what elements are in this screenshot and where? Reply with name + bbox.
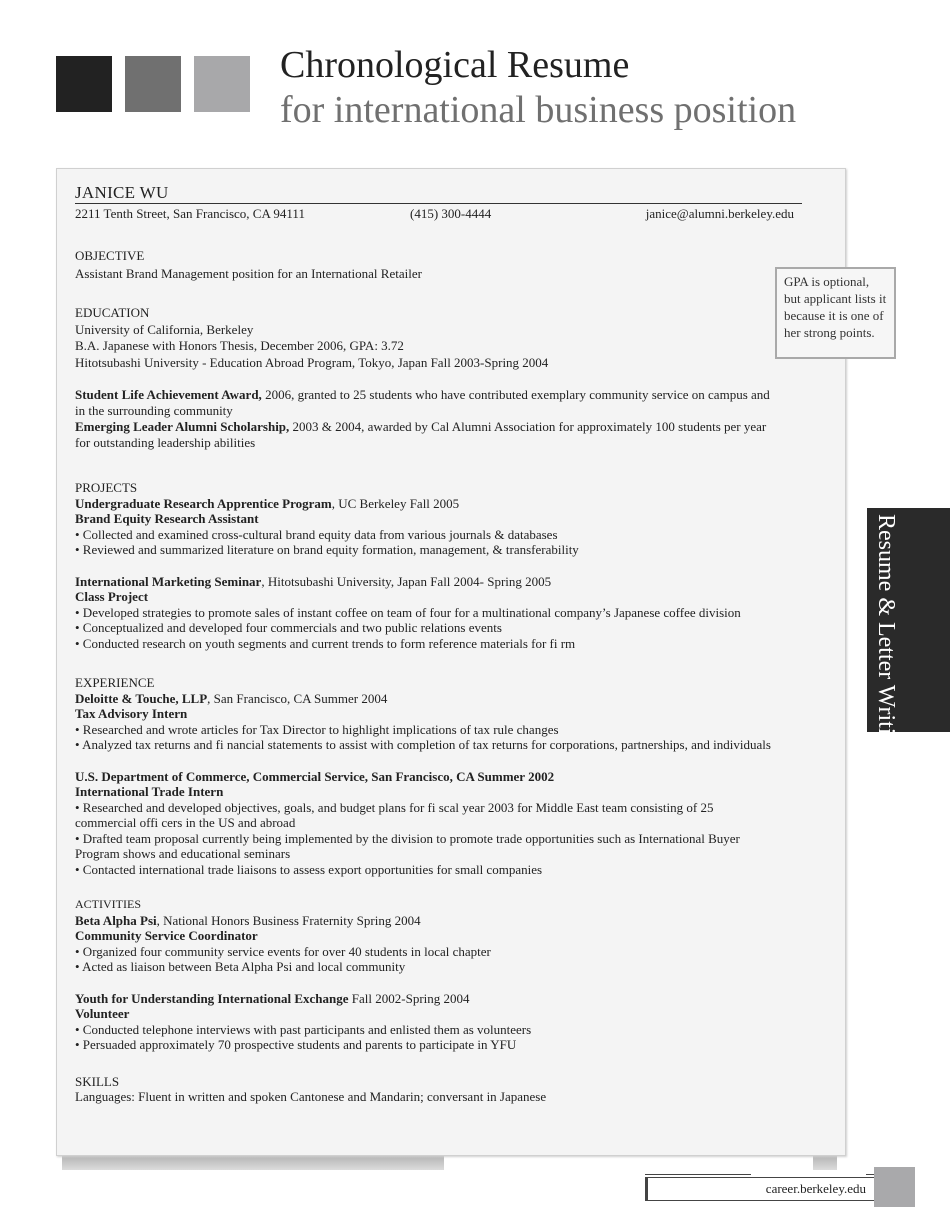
education-line: University of California, Berkeley xyxy=(75,321,254,337)
entry-bullet: • Researched and developed objectives, goals, and budget plans for fi scal year 2003 for Middle East team consisting of 25 commercial offi cers in the US and abroad xyxy=(75,799,714,830)
entry-bullet: • Persuaded approximately 70 prospective students and parents to participate in YFU xyxy=(75,1037,517,1052)
entry-bullet: • Developed strategies to promote sales of instant coffee on team of four for a multinational company’s Japanese coffee division xyxy=(75,604,741,620)
section-heading: SKILLS xyxy=(75,1073,120,1089)
footer-rule-left xyxy=(645,1174,751,1175)
entry-bullet: • Analyzed tax returns and fi nancial statements to assist with completion of tax returns for corporations, partnerships, and individuals xyxy=(75,737,771,752)
education-line: B.A. Japanese with Honors Thesis, December 2006, GPA: 3.72 xyxy=(75,338,404,353)
gpa-callout-note: GPA is optional, but applicant lists it because it is one of her strong points. xyxy=(775,267,896,359)
entry-detail: , National Honors Business Fraternity Spring 2004 xyxy=(156,912,421,928)
entry-bullet: • Conducted telephone interviews with past participants and enlisted them as volunteers xyxy=(75,1021,532,1037)
entry-org: Beta Alpha Psi xyxy=(75,912,157,928)
entry-bullet: • Contacted international trade liaisons to assess export opportunities for small companies xyxy=(75,861,543,877)
footer-url: career.berkeley.edu xyxy=(765,1181,866,1196)
objective-section xyxy=(75,248,775,281)
entry-bullet: • Reviewed and summarized literature on brand equity formation, management, & transferability xyxy=(75,542,579,557)
contact-email: janice@alumni.berkeley.edu xyxy=(645,206,794,221)
contact-phone: (415) 300-4444 xyxy=(410,206,492,221)
resume-name: JANICE WU xyxy=(75,183,802,204)
section-heading: EDUCATION xyxy=(75,305,150,320)
entry-role: Tax Advisory Intern xyxy=(75,706,188,721)
entry-detail: , Hitotsubashi University, Japan Fall 2004- Spring 2005 xyxy=(261,573,552,589)
entry-bullet: • Researched and wrote articles for Tax Director to highlight implications of tax rule changes xyxy=(75,721,559,737)
objective-text: Assistant Brand Management position for an International Retailer xyxy=(75,265,422,281)
section-heading: EXPERIENCE xyxy=(75,675,155,690)
entry-role: International Trade Intern xyxy=(75,784,224,799)
header-square-mid xyxy=(125,56,181,112)
activity-entry xyxy=(75,913,775,975)
award-item xyxy=(75,419,775,450)
award-name: Emerging Leader Alumni Scholarship, xyxy=(75,419,290,434)
activities-section xyxy=(75,897,775,1053)
entry-org: Deloitte & Touche, LLP xyxy=(75,690,208,706)
experience-entry xyxy=(75,691,775,753)
award-detail: 2006, granted to 25 students who have contributed exemplary community service on campus and in the surrounding community xyxy=(75,387,770,418)
experience-section xyxy=(75,675,775,877)
education-line: Hitotsubashi University - Education Abroad Program, Tokyo, Japan Fall 2003-Spring 2004 xyxy=(75,354,549,370)
skills-section xyxy=(75,1074,775,1105)
header-square-light xyxy=(194,56,250,112)
entry-bullet: • Drafted team proposal currently being implemented by the division to promote trade opportunities such as International Buyer Program shows and educational seminars xyxy=(75,830,740,861)
resume-page xyxy=(56,168,846,1156)
section-heading: PROJECTS xyxy=(75,480,138,495)
footer-box xyxy=(645,1177,877,1201)
contact-address: 2211 Tenth Street, San Francisco, CA 94111 xyxy=(75,206,305,221)
footer-square xyxy=(874,1167,915,1207)
page-title: Chronological Resume xyxy=(280,44,630,86)
project-entry xyxy=(75,574,775,652)
entry-bullet: • Conceptualized and developed four commercials and two public relations events xyxy=(75,620,502,635)
award-detail: 2003 & 2004, awarded by Cal Alumni Association for approximately 100 students per year for outstanding leadership abilities xyxy=(75,419,767,450)
entry-bullet: • Collected and examined cross-cultural brand equity data from various journals & databases xyxy=(75,526,558,542)
entry-bullet: • Organized four community service events for over 40 students in local chapter xyxy=(75,943,491,959)
resume-content xyxy=(75,183,794,1105)
entry-detail: , San Francisco, CA Summer 2004 xyxy=(207,690,388,706)
skills-text: Languages: Fluent in written and spoken Cantonese and Mandarin; conversant in Japanese xyxy=(75,1089,547,1104)
contact-row xyxy=(75,206,802,224)
entry-bullet: • Acted as liaison between Beta Alpha Psi and local community xyxy=(75,959,406,974)
entry-role: Volunteer xyxy=(75,1006,130,1021)
entry-org: International Marketing Seminar xyxy=(75,573,262,589)
header-square-dark xyxy=(56,56,112,112)
education-section xyxy=(75,305,775,450)
award-name: Student Life Achievement Award, xyxy=(75,387,262,402)
entry-org: U.S. Department of Commerce, Commercial Service, San Francisco, CA Summer 2002 xyxy=(75,768,555,784)
side-tab xyxy=(867,508,950,759)
section-heading: OBJECTIVE xyxy=(75,248,145,263)
entry-org: Youth for Understanding International Exchange xyxy=(75,990,349,1006)
entry-role: Brand Equity Research Assistant xyxy=(75,511,259,526)
page-subtitle: for international business position xyxy=(280,89,797,131)
project-entry xyxy=(75,496,775,558)
award-item xyxy=(75,387,775,418)
entry-detail: , UC Berkeley Fall 2005 xyxy=(331,495,460,511)
entry-org: Undergraduate Research Apprentice Program xyxy=(75,495,332,511)
section-heading: ACTIVITIES xyxy=(75,897,141,911)
activity-entry xyxy=(75,991,775,1053)
entry-detail: Fall 2002-Spring 2004 xyxy=(348,990,470,1006)
entry-role: Class Project xyxy=(75,589,149,604)
entry-role: Community Service Coordinator xyxy=(75,928,258,943)
projects-section xyxy=(75,480,775,651)
experience-entry xyxy=(75,769,775,878)
side-tab-label: Resume & Letter Writing xyxy=(873,514,899,759)
entry-bullet: • Conducted research on youth segments and current trends to form reference materials for fi rm xyxy=(75,635,576,651)
